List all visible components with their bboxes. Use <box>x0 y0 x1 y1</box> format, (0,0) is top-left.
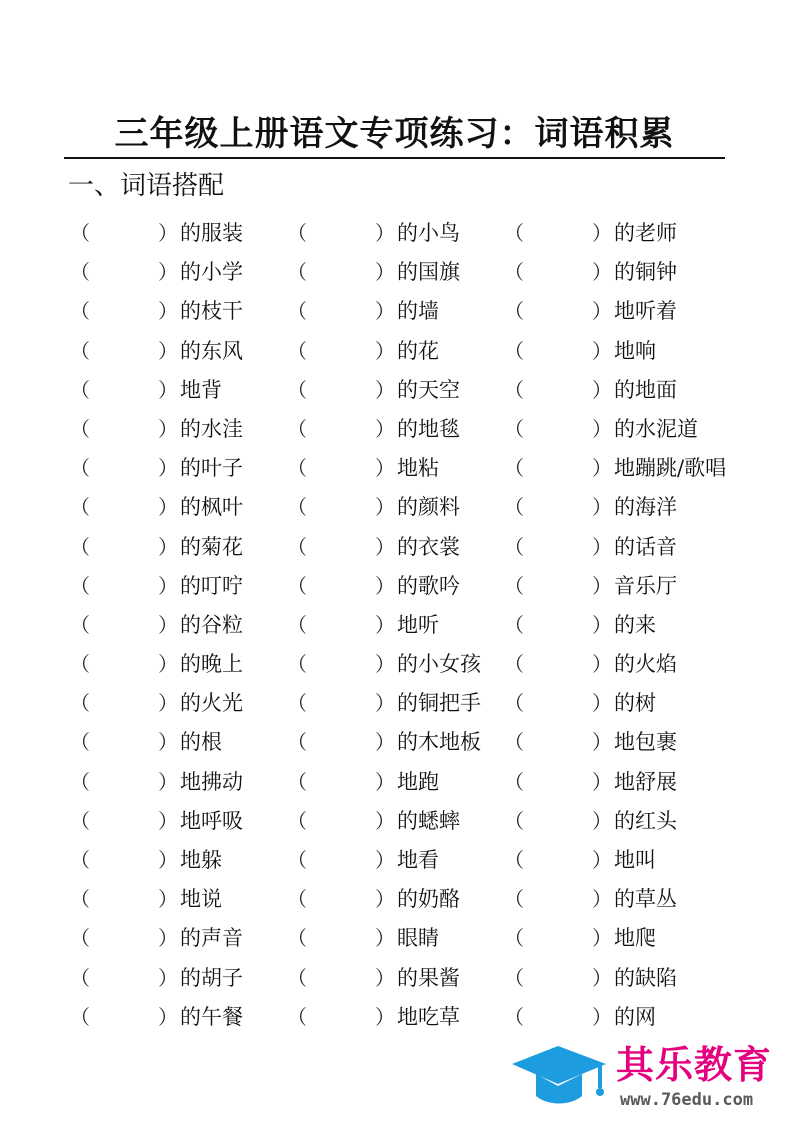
exercise-row <box>0 335 793 374</box>
blank-open-paren: （ <box>70 495 90 520</box>
blank-close-paren: ） <box>592 221 612 245</box>
exercise-word: 的缺陷 <box>614 965 677 990</box>
blank-close-paren: ） <box>592 769 612 794</box>
blank-close-paren: ） <box>592 534 612 559</box>
blank-close-paren: ） <box>158 691 178 716</box>
exercise-word: 的来 <box>614 612 656 637</box>
exercise-word: 的小鸟 <box>397 221 460 245</box>
blank-close-paren: ） <box>592 456 612 481</box>
blank-open-paren: （ <box>287 887 307 912</box>
blank-open-paren: （ <box>287 612 307 637</box>
blank-open-paren: （ <box>70 299 90 324</box>
exercise-word: 地包裹 <box>614 730 677 755</box>
graduation-cap-icon <box>508 1040 608 1116</box>
blank-close-paren: ） <box>375 848 395 872</box>
exercise-word: 地说 <box>180 887 222 912</box>
exercise-row <box>0 962 793 1001</box>
exercise-word: 的天空 <box>397 377 460 402</box>
title-underline <box>64 157 725 159</box>
brand-url: www.76edu.com <box>620 1090 754 1110</box>
blank-close-paren: ） <box>158 495 178 520</box>
exercise-row <box>0 1001 793 1040</box>
exercise-word: 的火焰 <box>614 652 677 677</box>
exercise-row <box>0 922 793 961</box>
blank-open-paren: （ <box>287 377 307 402</box>
exercise-row <box>0 374 793 413</box>
exercise-row <box>0 217 793 256</box>
blank-close-paren: ） <box>375 221 395 245</box>
exercise-row <box>0 531 793 570</box>
blank-open-paren: （ <box>504 534 524 559</box>
blank-open-paren: （ <box>504 691 524 716</box>
blank-close-paren: ） <box>158 221 178 245</box>
blank-open-paren: （ <box>287 456 307 481</box>
blank-close-paren: ） <box>375 1004 395 1029</box>
exercise-word: 音乐厅 <box>614 573 677 598</box>
blank-open-paren: （ <box>70 730 90 755</box>
blank-open-paren: （ <box>287 848 307 872</box>
blank-close-paren: ） <box>592 338 612 363</box>
exercise-row <box>0 570 793 609</box>
exercise-word: 的衣裳 <box>397 534 460 559</box>
brand-name: 其乐教育 <box>616 1043 773 1087</box>
blank-open-paren: （ <box>504 416 524 441</box>
blank-close-paren: ） <box>375 769 395 794</box>
exercise-word: 的晚上 <box>180 652 243 677</box>
exercise-row <box>0 491 793 530</box>
blank-close-paren: ） <box>592 612 612 637</box>
exercise-word: 眼睛 <box>397 926 439 951</box>
blank-close-paren: ） <box>592 495 612 520</box>
blank-open-paren: （ <box>287 652 307 677</box>
blank-close-paren: ） <box>592 573 612 598</box>
blank-close-paren: ） <box>592 887 612 912</box>
exercise-word: 的墙 <box>397 299 439 324</box>
blank-open-paren: （ <box>504 299 524 324</box>
blank-close-paren: ） <box>158 416 178 441</box>
exercise-word: 地响 <box>614 338 656 363</box>
exercise-word: 的根 <box>180 730 222 755</box>
exercise-word: 的歌吟 <box>397 573 460 598</box>
exercise-word: 地蹦跳/歌唱 <box>614 456 727 481</box>
blank-open-paren: （ <box>287 338 307 363</box>
blank-close-paren: ） <box>592 691 612 716</box>
blank-close-paren: ） <box>375 691 395 716</box>
blank-open-paren: （ <box>287 769 307 794</box>
blank-close-paren: ） <box>158 260 178 285</box>
blank-open-paren: （ <box>504 730 524 755</box>
exercise-row <box>0 256 793 295</box>
blank-open-paren: （ <box>287 221 307 245</box>
blank-close-paren: ） <box>375 573 395 598</box>
exercise-word: 地听 <box>397 612 439 637</box>
exercise-row <box>0 648 793 687</box>
exercise-word: 地听着 <box>614 299 677 324</box>
blank-open-paren: （ <box>504 1004 524 1029</box>
exercise-word: 地呼吸 <box>180 808 243 833</box>
blank-close-paren: ） <box>158 652 178 677</box>
blank-open-paren: （ <box>287 730 307 755</box>
blank-open-paren: （ <box>504 377 524 402</box>
blank-close-paren: ） <box>592 299 612 324</box>
blank-close-paren: ） <box>158 887 178 912</box>
exercise-row <box>0 295 793 334</box>
blank-open-paren: （ <box>504 573 524 598</box>
blank-open-paren: （ <box>70 573 90 598</box>
blank-open-paren: （ <box>287 965 307 990</box>
exercise-word: 地背 <box>180 377 222 402</box>
exercise-word: 的东风 <box>180 338 243 363</box>
exercise-word: 的树 <box>614 691 656 716</box>
exercise-word: 的海洋 <box>614 495 677 520</box>
blank-open-paren: （ <box>70 612 90 637</box>
blank-open-paren: （ <box>70 534 90 559</box>
exercise-word: 的菊花 <box>180 534 243 559</box>
blank-open-paren: （ <box>287 416 307 441</box>
page-title: 三年级上册语文专项练习：词语积累 <box>114 114 675 154</box>
exercise-word: 地叫 <box>614 848 656 872</box>
exercise-word: 的红头 <box>614 808 677 833</box>
blank-open-paren: （ <box>504 926 524 951</box>
exercise-word: 的地毯 <box>397 416 460 441</box>
exercise-word: 的地面 <box>614 377 677 402</box>
blank-close-paren: ） <box>375 299 395 324</box>
exercise-word: 的服装 <box>180 221 243 245</box>
exercise-word: 的老师 <box>614 221 677 245</box>
exercise-word: 地跑 <box>397 769 439 794</box>
exercise-word: 的果酱 <box>397 965 460 990</box>
blank-open-paren: （ <box>504 456 524 481</box>
blank-close-paren: ） <box>375 416 395 441</box>
blank-close-paren: ） <box>375 730 395 755</box>
exercise-word: 地吃草 <box>397 1004 460 1029</box>
blank-close-paren: ） <box>592 260 612 285</box>
exercise-word: 的铜钟 <box>614 260 677 285</box>
exercise-word: 的颜料 <box>397 495 460 520</box>
blank-open-paren: （ <box>70 652 90 677</box>
blank-close-paren: ） <box>158 338 178 363</box>
exercise-word: 的枝干 <box>180 299 243 324</box>
blank-close-paren: ） <box>158 808 178 833</box>
blank-open-paren: （ <box>70 338 90 363</box>
blank-open-paren: （ <box>70 456 90 481</box>
blank-close-paren: ） <box>592 926 612 951</box>
blank-close-paren: ） <box>158 848 178 872</box>
exercise-word: 地拂动 <box>180 769 243 794</box>
exercise-word: 地爬 <box>614 926 656 951</box>
exercise-word: 的谷粒 <box>180 612 243 637</box>
exercise-word: 的叶子 <box>180 456 243 481</box>
blank-open-paren: （ <box>504 495 524 520</box>
blank-close-paren: ） <box>158 299 178 324</box>
exercise-word: 的枫叶 <box>180 495 243 520</box>
blank-close-paren: ） <box>592 730 612 755</box>
blank-close-paren: ） <box>158 769 178 794</box>
blank-open-paren: （ <box>287 495 307 520</box>
blank-close-paren: ） <box>375 808 395 833</box>
blank-open-paren: （ <box>70 965 90 990</box>
exercise-row <box>0 609 793 648</box>
blank-open-paren: （ <box>504 221 524 245</box>
blank-close-paren: ） <box>375 965 395 990</box>
blank-close-paren: ） <box>592 848 612 872</box>
exercise-row <box>0 452 793 491</box>
blank-open-paren: （ <box>70 691 90 716</box>
exercise-word: 的午餐 <box>180 1004 243 1029</box>
exercise-word: 的木地板 <box>397 730 481 755</box>
blank-close-paren: ） <box>375 456 395 481</box>
blank-close-paren: ） <box>592 652 612 677</box>
blank-open-paren: （ <box>287 1004 307 1029</box>
blank-close-paren: ） <box>158 730 178 755</box>
blank-open-paren: （ <box>70 887 90 912</box>
blank-open-paren: （ <box>70 221 90 245</box>
blank-open-paren: （ <box>70 808 90 833</box>
blank-open-paren: （ <box>287 299 307 324</box>
blank-close-paren: ） <box>375 534 395 559</box>
blank-open-paren: （ <box>504 769 524 794</box>
exercise-word: 的蟋蟀 <box>397 808 460 833</box>
blank-close-paren: ） <box>592 1004 612 1029</box>
exercise-row <box>0 687 793 726</box>
blank-close-paren: ） <box>158 926 178 951</box>
blank-open-paren: （ <box>287 573 307 598</box>
exercise-word: 地粘 <box>397 456 439 481</box>
blank-open-paren: （ <box>504 652 524 677</box>
blank-close-paren: ） <box>592 808 612 833</box>
blank-close-paren: ） <box>592 377 612 402</box>
blank-open-paren: （ <box>287 534 307 559</box>
blank-close-paren: ） <box>592 965 612 990</box>
exercise-row <box>0 844 793 883</box>
exercise-word: 的国旗 <box>397 260 460 285</box>
blank-close-paren: ） <box>158 965 178 990</box>
blank-close-paren: ） <box>375 612 395 637</box>
blank-open-paren: （ <box>287 691 307 716</box>
exercise-word: 的铜把手 <box>397 691 481 716</box>
exercise-word: 的奶酪 <box>397 887 460 912</box>
exercise-word: 的水洼 <box>180 416 243 441</box>
section-heading: 一、词语搭配 <box>68 171 225 201</box>
exercise-word: 的火光 <box>180 691 243 716</box>
blank-open-paren: （ <box>70 377 90 402</box>
brand-logo <box>508 1040 788 1116</box>
blank-close-paren: ） <box>158 456 178 481</box>
exercise-word: 的水泥道 <box>614 416 698 441</box>
blank-open-paren: （ <box>504 965 524 990</box>
blank-open-paren: （ <box>70 260 90 285</box>
blank-open-paren: （ <box>504 848 524 872</box>
blank-close-paren: ） <box>375 926 395 951</box>
exercise-row <box>0 805 793 844</box>
blank-open-paren: （ <box>504 887 524 912</box>
exercise-row <box>0 766 793 805</box>
exercise-word: 的花 <box>397 338 439 363</box>
exercise-word: 的网 <box>614 1004 656 1029</box>
exercise-word: 的草丛 <box>614 887 677 912</box>
exercise-row <box>0 883 793 922</box>
exercise-word: 地躲 <box>180 848 222 872</box>
blank-close-paren: ） <box>158 573 178 598</box>
exercise-row <box>0 726 793 765</box>
blank-open-paren: （ <box>504 808 524 833</box>
exercise-word: 的小学 <box>180 260 243 285</box>
blank-open-paren: （ <box>70 926 90 951</box>
exercise-word: 的声音 <box>180 926 243 951</box>
blank-open-paren: （ <box>287 808 307 833</box>
blank-open-paren: （ <box>504 338 524 363</box>
blank-open-paren: （ <box>504 260 524 285</box>
blank-close-paren: ） <box>375 887 395 912</box>
exercise-word: 地舒展 <box>614 769 677 794</box>
blank-close-paren: ） <box>158 534 178 559</box>
exercise-word: 的叮咛 <box>180 573 243 598</box>
blank-open-paren: （ <box>70 769 90 794</box>
blank-close-paren: ） <box>592 416 612 441</box>
blank-open-paren: （ <box>504 612 524 637</box>
blank-close-paren: ） <box>375 260 395 285</box>
blank-open-paren: （ <box>70 1004 90 1029</box>
blank-close-paren: ） <box>158 612 178 637</box>
blank-close-paren: ） <box>375 338 395 363</box>
blank-open-paren: （ <box>287 926 307 951</box>
blank-close-paren: ） <box>375 377 395 402</box>
blank-close-paren: ） <box>158 1004 178 1029</box>
exercise-grid <box>0 217 793 1040</box>
exercise-row <box>0 413 793 452</box>
exercise-word: 的话音 <box>614 534 677 559</box>
exercise-word: 的胡子 <box>180 965 243 990</box>
blank-close-paren: ） <box>375 495 395 520</box>
blank-close-paren: ） <box>375 652 395 677</box>
blank-open-paren: （ <box>70 848 90 872</box>
exercise-word: 地看 <box>397 848 439 872</box>
blank-open-paren: （ <box>70 416 90 441</box>
blank-open-paren: （ <box>287 260 307 285</box>
exercise-word: 的小女孩 <box>397 652 481 677</box>
blank-close-paren: ） <box>158 377 178 402</box>
